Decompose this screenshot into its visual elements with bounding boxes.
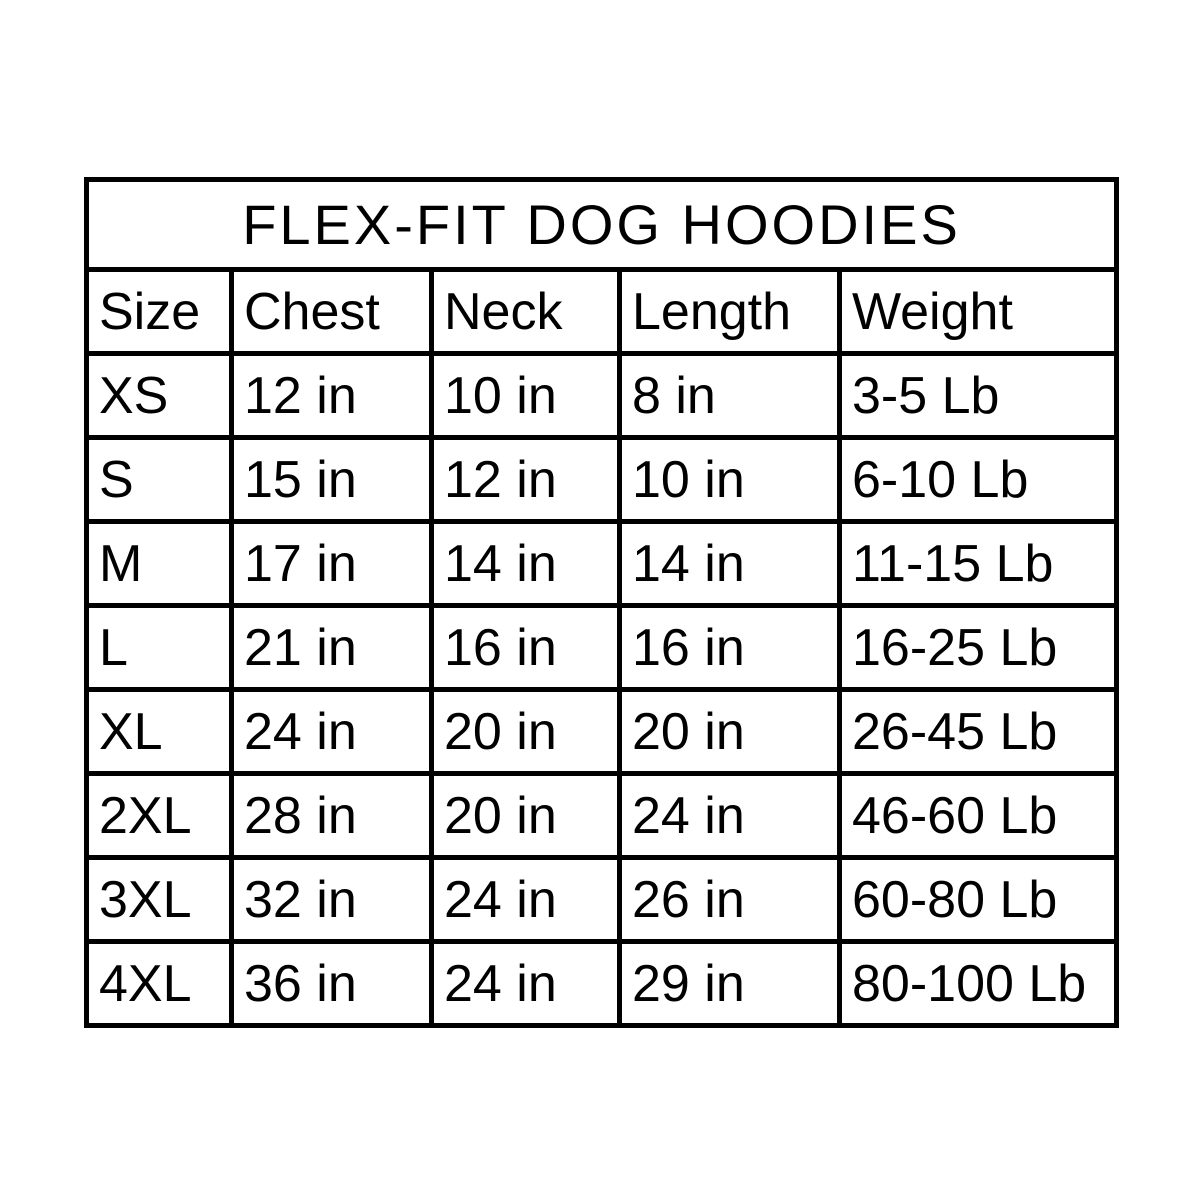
column-header-neck: Neck [432, 270, 620, 354]
table-row-3xl [87, 858, 1117, 942]
column-header-chest: Chest [232, 270, 432, 354]
table-row-4xl [87, 942, 1117, 1026]
size-label-cell: M [87, 522, 232, 606]
value-cell: 6-10 Lb [840, 438, 1117, 522]
value-cell: 26-45 Lb [840, 690, 1117, 774]
size-chart [84, 177, 1114, 1022]
value-cell: 28 in [232, 774, 432, 858]
value-cell: 46-60 Lb [840, 774, 1117, 858]
value-cell: 24 in [432, 942, 620, 1026]
size-label-cell: 4XL [87, 942, 232, 1026]
title-row [87, 180, 1117, 270]
value-cell: 15 in [232, 438, 432, 522]
size-label-cell: 3XL [87, 858, 232, 942]
value-cell: 3-5 Lb [840, 354, 1117, 438]
value-cell: 21 in [232, 606, 432, 690]
value-cell: 20 in [620, 690, 840, 774]
value-cell: 12 in [232, 354, 432, 438]
value-cell: 8 in [620, 354, 840, 438]
value-cell: 20 in [432, 690, 620, 774]
value-cell: 12 in [432, 438, 620, 522]
table-row-xs [87, 354, 1117, 438]
size-label-cell: 2XL [87, 774, 232, 858]
value-cell: 11-15 Lb [840, 522, 1117, 606]
value-cell: 60-80 Lb [840, 858, 1117, 942]
size-label-cell: XS [87, 354, 232, 438]
size-label-cell: S [87, 438, 232, 522]
value-cell: 32 in [232, 858, 432, 942]
value-cell: 24 in [232, 690, 432, 774]
value-cell: 36 in [232, 942, 432, 1026]
table-row-l [87, 606, 1117, 690]
header-row [87, 270, 1117, 354]
value-cell: 16 in [432, 606, 620, 690]
table-row-2xl [87, 774, 1117, 858]
value-cell: 17 in [232, 522, 432, 606]
column-header-weight: Weight [840, 270, 1117, 354]
value-cell: 24 in [620, 774, 840, 858]
table-row-xl [87, 690, 1117, 774]
size-label-cell: XL [87, 690, 232, 774]
column-header-length: Length [620, 270, 840, 354]
chart-title: FLEX-FIT DOG HOODIES [87, 180, 1117, 270]
value-cell: 14 in [620, 522, 840, 606]
value-cell: 20 in [432, 774, 620, 858]
value-cell: 80-100 Lb [840, 942, 1117, 1026]
value-cell: 10 in [432, 354, 620, 438]
value-cell: 26 in [620, 858, 840, 942]
size-chart-table [84, 177, 1119, 1028]
value-cell: 29 in [620, 942, 840, 1026]
value-cell: 16 in [620, 606, 840, 690]
table-row-m [87, 522, 1117, 606]
table-row-s [87, 438, 1117, 522]
column-header-size: Size [87, 270, 232, 354]
value-cell: 10 in [620, 438, 840, 522]
value-cell: 14 in [432, 522, 620, 606]
value-cell: 24 in [432, 858, 620, 942]
size-label-cell: L [87, 606, 232, 690]
value-cell: 16-25 Lb [840, 606, 1117, 690]
